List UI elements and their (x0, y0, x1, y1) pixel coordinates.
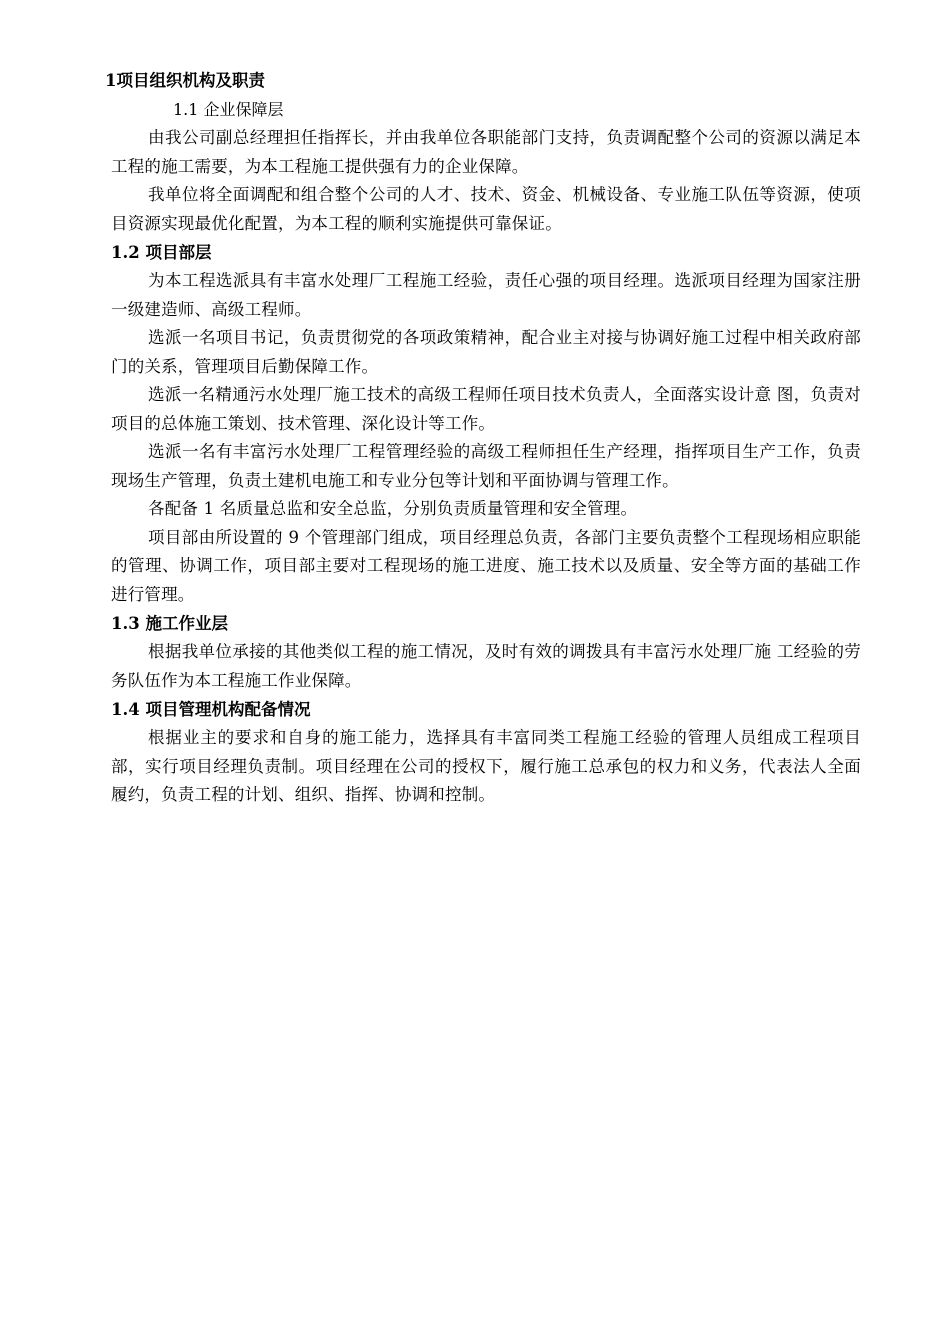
section-heading-1-3: 1.3 施工作业层 (111, 614, 228, 633)
section-heading-1-1: 1.1 企业保障层 (173, 100, 284, 119)
paragraph: 根据业主的要求和自身的施工能力，选择具有丰富同类工程施工经验的管理人员组成工程项目部，实行项目经理负责制。项目经理在公司的授权下，履行施工总承包的权力和义务，代表法人全面履约，负责工程的计划、组织、指挥、协调和控制。 (111, 728, 861, 804)
paragraph: 为本工程选派具有丰富水处理厂工程施工经验，责任心强的项目经理。选派项目经理为国家注册一级建造师、高级工程师。 (111, 271, 861, 319)
paragraph: 选派一名有丰富污水处理厂工程管理经验的高级工程师担任生产经理，指挥项目生产工作，负责现场生产管理，负责土建机电施工和专业分包等计划和平面协调与管理工作。 (111, 442, 861, 490)
document-title: 1项目组织机构及职责 (105, 71, 265, 90)
paragraph: 选派一名精通污水处理厂施工技术的高级工程师任项目技术负责人，全面落实设计意 图，负责对项目的总体施工策划、技术管理、深化设计等工作。 (111, 385, 861, 433)
paragraph: 项目部由所设置的 9 个管理部门组成，项目经理总负责，各部门主要负责整个工程现场相应职能的管理、协调工作，项目部主要对工程现场的施工进度、施工技术以及质量、安全等方面的基础工作进行管理。 (111, 527, 861, 604)
section-heading-1-4: 1.4 项目管理机构配备情况 (111, 700, 311, 719)
paragraph: 各配备 1 名质量总监和安全总监，分别负责质量管理和安全管理。 (148, 499, 638, 518)
section-heading-1-2: 1.2 项目部层 (111, 243, 212, 262)
paragraph: 根据我单位承接的其他类似工程的施工情况，及时有效的调拨具有丰富污水处理厂施 工经验的劳务队伍作为本工程施工作业保障。 (111, 642, 861, 690)
paragraph: 我单位将全面调配和组合整个公司的人才、技术、资金、机械设备、专业施工队伍等资源，使项目资源实现最优化配置，为本工程的顺利实施提供可靠保证。 (111, 185, 861, 233)
paragraph: 选派一名项目书记，负责贯彻党的各项政策精神，配合业主对接与协调好施工过程中相关政府部门的关系，管理项目后勤保障工作。 (111, 328, 861, 376)
paragraph: 由我公司副总经理担任指挥长，并由我单位各职能部门支持，负责调配整个公司的资源以满足本工程的施工需要，为本工程施工提供强有力的企业保障。 (111, 128, 861, 176)
document-body (105, 66, 861, 810)
